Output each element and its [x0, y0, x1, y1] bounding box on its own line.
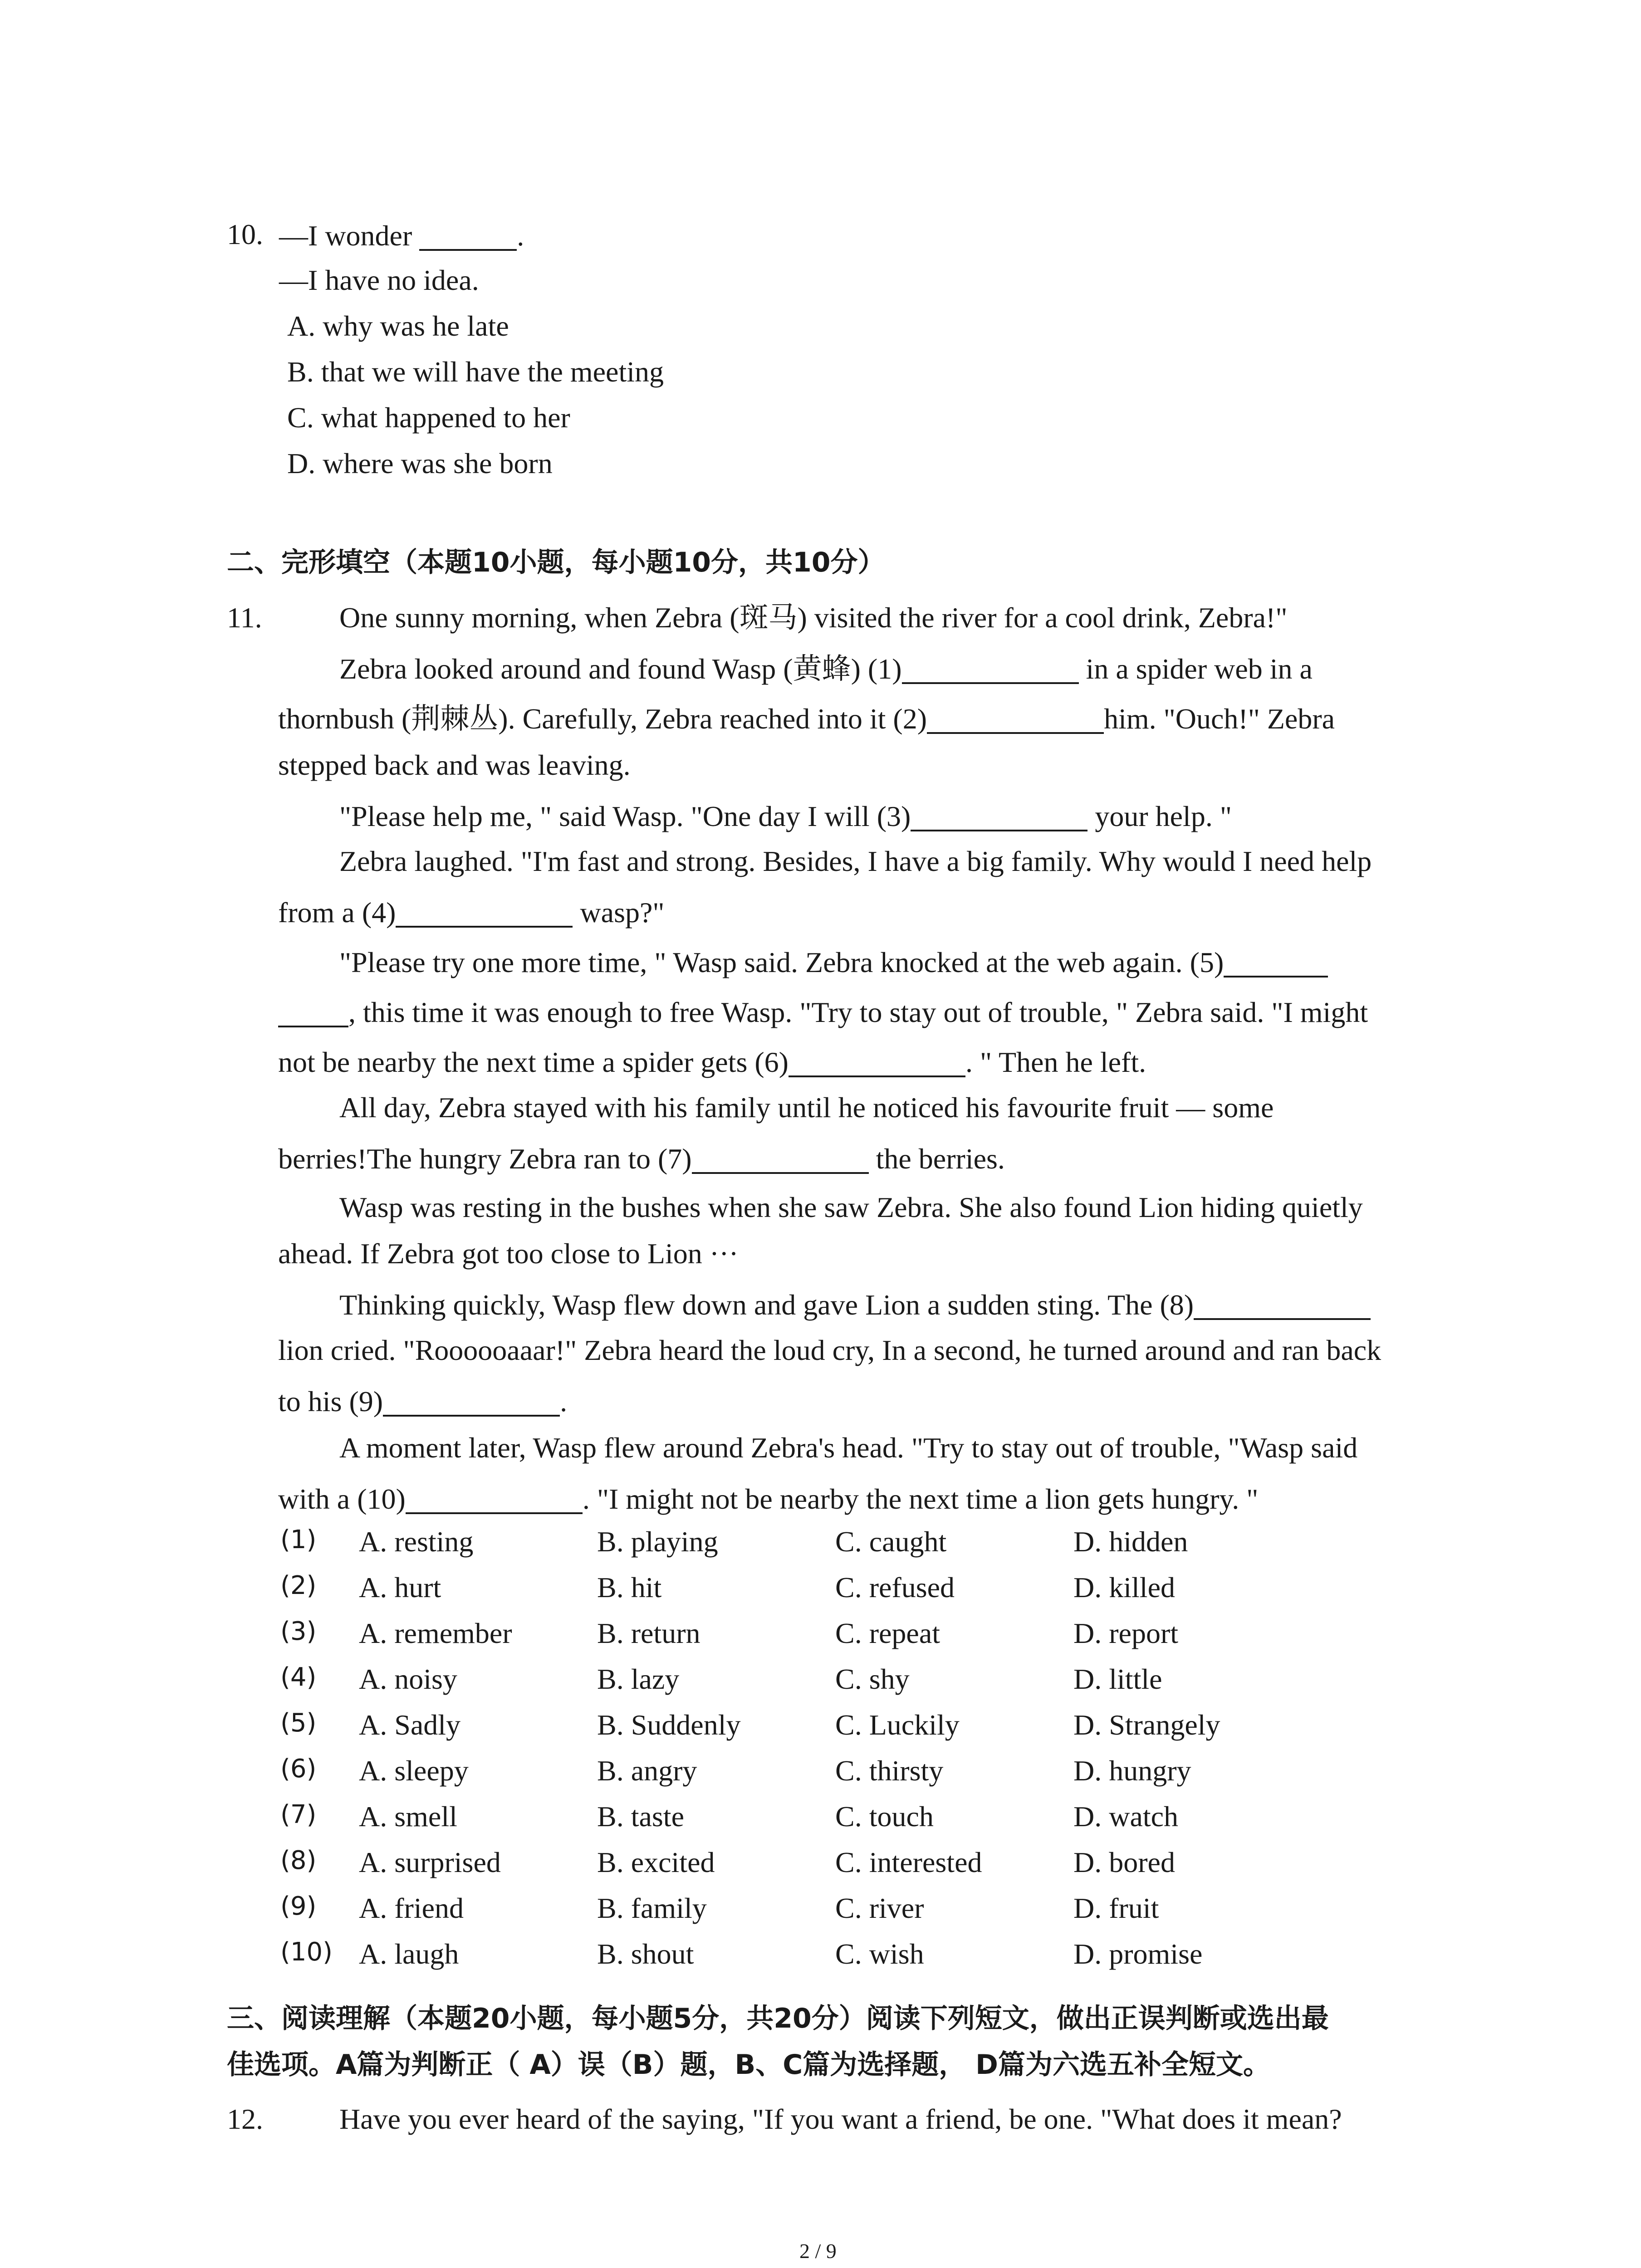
text: "Please try one more time, " Wasp said. Zebra knocked at the web again. (5) — [339, 946, 1224, 978]
choice-number: (1) — [280, 1525, 317, 1554]
text: thornbush (荆棘丛). Carefully, Zebra reached into it (2) — [278, 703, 927, 735]
blank-2 — [927, 703, 1104, 734]
question-stem — [279, 220, 524, 250]
choice-a: A. sleepy — [359, 1755, 469, 1787]
text: him. "Ouch!" Zebra — [1104, 703, 1335, 735]
text: . " Then he left. — [965, 1046, 1146, 1078]
blank-5-cont — [278, 997, 348, 1027]
choice-c: C. refused — [835, 1571, 955, 1603]
stem-text: —I wonder — [279, 220, 412, 252]
choice-c: C. thirsty — [835, 1755, 944, 1787]
text: . "I might not be nearby the next time a lion gets hungry. " — [582, 1483, 1259, 1515]
passage-line — [278, 1143, 1005, 1173]
option-c: C. what happened to her — [287, 401, 570, 434]
passage-line: stepped back and was leaving. — [278, 749, 631, 781]
passage-line: Have you ever heard of the saying, "If you want a friend, be one. "What does it mean? — [339, 2103, 1342, 2135]
choice-d: D. bored — [1073, 1846, 1175, 1878]
choice-b: B. hit — [597, 1571, 662, 1603]
passage-line — [278, 1483, 1258, 1514]
blank-9 — [383, 1386, 560, 1417]
choice-c: C. Luckily — [835, 1709, 960, 1741]
option-b: B. that we will have the meeting — [287, 356, 664, 388]
choice-d: D. killed — [1073, 1571, 1175, 1603]
choice-a: A. resting — [359, 1525, 474, 1558]
passage-line: ahead. If Zebra got too close to Lion ··· — [278, 1237, 739, 1270]
passage-line — [278, 1386, 567, 1416]
passage-line — [278, 1046, 1146, 1077]
text: your help. " — [1087, 800, 1232, 832]
choice-c: C. touch — [835, 1800, 934, 1833]
section-heading-cont: 佳选项。A篇为判断正（ A）误（B）题，B、C篇为选择题， D篇为六选五补全短文。 — [227, 2049, 1270, 2081]
stem-end: . — [517, 220, 524, 252]
choice-number: (8) — [280, 1846, 317, 1875]
text: the berries. — [868, 1143, 1005, 1175]
blank-3 — [911, 801, 1087, 831]
choice-c: C. wish — [835, 1938, 924, 1970]
choice-number: (10) — [280, 1937, 333, 1967]
choice-d: D. Strangely — [1073, 1709, 1220, 1741]
section-heading: 三、阅读理解（本题20小题，每小题5分，共20分）阅读下列短文，做出正误判断或选出最 — [227, 2003, 1329, 2034]
question-reply: —I have no idea. — [279, 264, 479, 296]
choice-a: A. hurt — [359, 1571, 441, 1603]
choice-number: (9) — [280, 1892, 317, 1921]
text: with a (10) — [278, 1483, 406, 1515]
passage-line: lion cried. "Roooooaaar!" Zebra heard the loud cry, In a second, he turned around and ran back — [278, 1334, 1381, 1366]
blank-4 — [396, 897, 573, 928]
choice-b: B. excited — [597, 1846, 715, 1878]
answer-blank — [419, 220, 517, 251]
text: "Please help me, " said Wasp. "One day I will (3) — [339, 800, 911, 832]
choice-c: C. shy — [835, 1663, 910, 1695]
choice-d: D. fruit — [1073, 1892, 1159, 1924]
choice-b: B. return — [597, 1617, 700, 1649]
choice-b: B. Suddenly — [597, 1709, 741, 1741]
choice-number: (7) — [280, 1800, 317, 1829]
passage-line: A moment later, Wasp flew around Zebra's head. "Try to stay out of trouble, "Wasp said — [339, 1432, 1358, 1464]
page-number: 2 / 9 — [799, 2239, 837, 2263]
text: berries!The hungry Zebra ran to (7) — [278, 1143, 692, 1175]
choice-a: A. Sadly — [359, 1709, 460, 1741]
choice-b: B. playing — [597, 1525, 718, 1558]
passage-line: All day, Zebra stayed with his family until he noticed his favourite fruit — some — [339, 1091, 1274, 1124]
choice-d: D. report — [1073, 1617, 1179, 1649]
text: Thinking quickly, Wasp flew down and gave Lion a sudden sting. The (8) — [339, 1289, 1194, 1321]
passage-line — [339, 653, 1313, 684]
text: to his (9) — [278, 1385, 383, 1418]
passage-line — [339, 801, 1232, 831]
choice-number: (4) — [280, 1662, 317, 1692]
choice-b: B. shout — [597, 1938, 694, 1970]
blank-1 — [902, 653, 1079, 684]
choice-b: B. taste — [597, 1800, 684, 1833]
option-d: D. where was she born — [287, 447, 553, 479]
text: not be nearby the next time a spider gets (6) — [278, 1046, 789, 1078]
text: , this time it was enough to free Wasp. "Try to stay out of trouble, " Zebra said. "I might — [348, 996, 1368, 1028]
passage-line: One sunny morning, when Zebra (斑马) visited the river for a cool drink, Zebra!" — [339, 601, 1288, 634]
choice-d: D. hidden — [1073, 1525, 1188, 1558]
text: from a (4) — [278, 896, 396, 929]
text: Zebra looked around and found Wasp (黄蜂) (1) — [339, 653, 902, 685]
choice-number: (2) — [280, 1571, 317, 1600]
blank-10 — [406, 1483, 583, 1514]
choice-number: (6) — [280, 1754, 317, 1784]
choice-a: A. smell — [359, 1800, 457, 1833]
blank-5 — [1224, 947, 1328, 978]
text: wasp?" — [573, 896, 665, 929]
text: in a spider web in a — [1078, 653, 1313, 685]
choice-c: C. river — [835, 1892, 924, 1924]
choice-d: D. promise — [1073, 1938, 1203, 1970]
choice-a: A. noisy — [359, 1663, 457, 1695]
question-number: 11. — [227, 601, 262, 634]
passage-line: Wasp was resting in the bushes when she saw Zebra. She also found Lion hiding quietly — [339, 1191, 1363, 1223]
option-a: A. why was he late — [287, 310, 509, 342]
choice-a: A. laugh — [359, 1938, 459, 1970]
section-heading: 二、完形填空（本题10小题，每小题10分，共10分） — [227, 547, 885, 578]
text: . — [560, 1385, 568, 1418]
choice-c: C. repeat — [835, 1617, 940, 1649]
choice-c: C. caught — [835, 1525, 947, 1558]
choice-b: B. family — [597, 1892, 707, 1924]
passage-line — [278, 897, 665, 927]
passage-line: Zebra laughed. "I'm fast and strong. Besides, I have a big family. Why would I need help — [339, 845, 1372, 877]
choice-d: D. little — [1073, 1663, 1162, 1695]
question-number: 12. — [227, 2103, 263, 2135]
blank-8 — [1194, 1289, 1371, 1320]
choice-a: A. remember — [359, 1617, 512, 1649]
choice-d: D. hungry — [1073, 1755, 1191, 1787]
choice-c: C. interested — [835, 1846, 982, 1878]
passage-line — [339, 1289, 1371, 1320]
passage-line — [339, 947, 1328, 977]
passage-line — [278, 997, 1368, 1027]
question-number: 10. — [227, 218, 263, 250]
choice-a: A. friend — [359, 1892, 464, 1924]
passage-line — [278, 703, 1335, 733]
blank-7 — [692, 1143, 869, 1174]
choice-number: (5) — [280, 1708, 317, 1738]
choice-b: B. angry — [597, 1755, 697, 1787]
choice-number: (3) — [280, 1617, 317, 1646]
choice-a: A. surprised — [359, 1846, 501, 1878]
choice-b: B. lazy — [597, 1663, 680, 1695]
choice-d: D. watch — [1073, 1800, 1179, 1833]
blank-6 — [789, 1046, 965, 1077]
